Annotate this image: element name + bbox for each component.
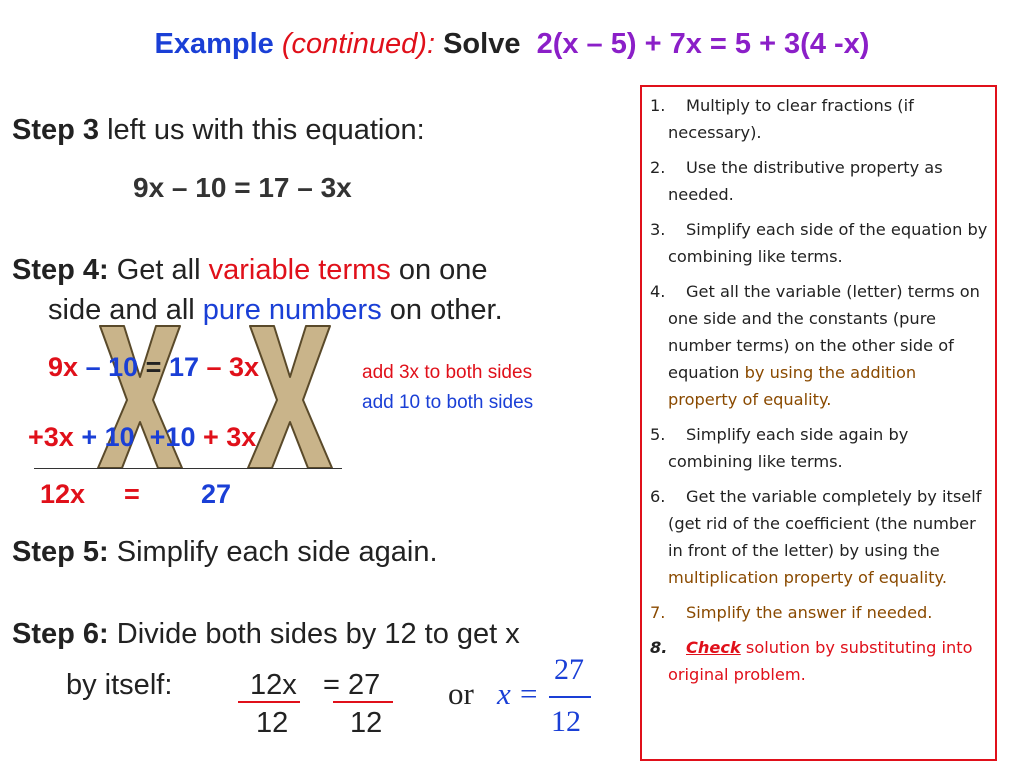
page-title (0, 28, 1024, 61)
step4-text-c: side and all (48, 294, 195, 326)
title-equation: 2(x – 5) + 7x = 5 + 3(4 -x) (536, 28, 870, 60)
step4-label: Step 4: (12, 254, 109, 286)
step4-line-1 (12, 254, 488, 287)
step5-line (12, 536, 438, 569)
note-add-3x: add 3x to both sides (362, 362, 533, 383)
step3-label: Step 3 (12, 114, 100, 146)
step6-num-left: 12x (250, 669, 297, 701)
list-item: 7. Simplify the answer if needed. (650, 603, 933, 622)
work-result-equals: = (124, 479, 140, 509)
work-right-a: 17 (168, 352, 199, 382)
work-add-3x-left: +3x (28, 422, 74, 452)
list-item: 4. Get all the variable (letter) terms on one side and the constants (pure number terms) on the other side of equation by using the addition property of equality. (650, 282, 980, 409)
step4-pure-numbers: pure numbers (202, 294, 382, 326)
work-result-left: 12x (40, 479, 86, 509)
title-example: Example (154, 28, 274, 60)
answer-x: x (497, 676, 511, 711)
title-continued: (continued): (281, 28, 436, 60)
steps-list (650, 92, 990, 696)
step6-den-left: 12 (256, 707, 289, 739)
work-add-3x-right: + 3x (202, 422, 257, 452)
step3-text: left us with this equation: (107, 114, 425, 146)
note-add-10: add 10 to both sides (362, 392, 534, 413)
step4-text-b: on one (398, 254, 488, 286)
list-item: 8. Check solution by substituting into original problem. (650, 638, 973, 684)
sum-divider (34, 468, 342, 469)
work-left-a: 9x (48, 352, 79, 382)
step4-variable-terms: variable terms (208, 254, 391, 286)
list-item: 3. Simplify each side of the equation by combining like terms. (650, 220, 988, 266)
work-right-b: – 3x (206, 352, 260, 382)
step4-text-d: on other. (389, 294, 503, 326)
work-add-10-right: +10 (149, 422, 196, 452)
step6-by-itself: by itself: (66, 669, 173, 701)
step6-line (12, 618, 520, 651)
step5-text: Simplify each side again. (116, 536, 438, 568)
work-result-right: 27 (201, 479, 232, 509)
work-row-2 (28, 422, 256, 453)
work-add-10-left: + 10 (81, 422, 135, 452)
work-left-b: – 10 (85, 352, 139, 382)
title-solve: Solve (443, 28, 521, 60)
step3-line (12, 114, 425, 147)
list-item: 5. Simplify each side again by combining like terms. (650, 425, 909, 471)
step5-label: Step 5: (12, 536, 109, 568)
answer-numerator: 27 (554, 653, 584, 686)
answer-denominator: 12 (551, 705, 581, 738)
step6-num-right: = 27 (323, 669, 381, 701)
work-row-1 (48, 352, 259, 383)
step4-text-a: Get all (116, 254, 201, 286)
work-equals: = (145, 352, 162, 382)
step6-label: Step 6: (12, 618, 109, 650)
answer-fraction-bar (549, 696, 591, 698)
fraction-bar-left (238, 701, 300, 703)
list-item: 2. Use the distributive property as needed. (650, 158, 943, 204)
list-item: 1. Multiply to clear fractions (if necessary). (650, 96, 914, 142)
step6-den-right: 12 (350, 707, 383, 739)
list-item: 6. Get the variable completely by itself (get rid of the coefficient (the number in front of the letter) by using the multiplication property of equality. (650, 487, 982, 587)
answer-equals: = (520, 676, 538, 711)
step6-text: Divide both sides by 12 to get x (116, 618, 520, 650)
or-text: or (448, 676, 474, 711)
fraction-bar-right (333, 701, 393, 703)
step3-equation: 9x – 10 = 17 – 3x (133, 172, 352, 203)
